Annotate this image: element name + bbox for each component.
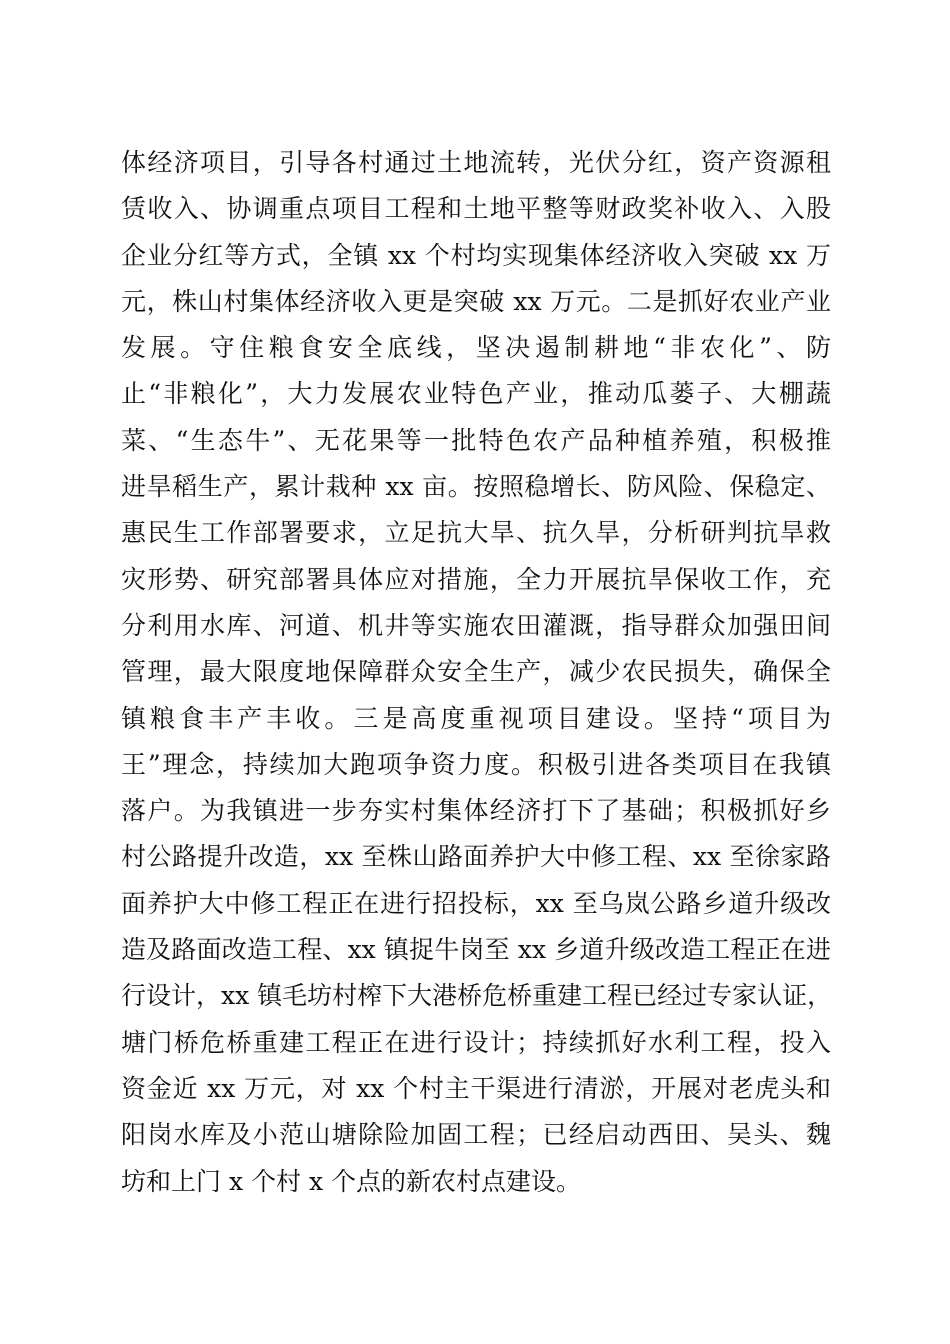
text-line: 惠民生工作部署要求，立足抗大旱、抗久旱，分析研判抗旱救: [121, 518, 831, 548]
text-line: 镇粮食丰产丰收。三是高度重视项目建设。坚持“项目为: [121, 703, 831, 733]
text-line: 赁收入、协调重点项目工程和土地平整等财政奖补收入、入股: [121, 194, 831, 224]
text-line: 造及路面改造工程、xx 镇捉牛岗至 xx 乡道升级改造工程正在进: [121, 935, 831, 965]
text-line: 元，株山村集体经济收入更是突破 xx 万元。二是抓好农业产业: [121, 286, 831, 316]
text-line: 企业分红等方式，全镇 xx 个村均实现集体经济收入突破 xx 万: [121, 240, 831, 270]
body-paragraph: [121, 140, 831, 1205]
text-line: 村公路提升改造，xx 至株山路面养护大中修工程、xx 至徐家路: [121, 842, 831, 872]
text-line: 体经济项目，引导各村通过土地流转，光伏分红，资产资源租: [121, 148, 831, 177]
text-line: 坊和上门 x 个村 x 个点的新农村点建设。: [121, 1166, 581, 1196]
text-line: 菜、“生态牛”、无花果等一批特色农产品种植养殖，积极推: [121, 425, 831, 455]
text-line: 分利用水库、河道、机井等实施农田灌溉，指导群众加强田间: [121, 610, 831, 640]
text-line: 王”理念，持续加大跑项争资力度。积极引进各类项目在我镇: [121, 749, 831, 779]
text-line: 灾形势、研究部署具体应对措施，全力开展抗旱保收工作，充: [121, 564, 831, 594]
text-line: 发展。守住粮食安全底线，坚决遏制耕地“非农化”、防: [121, 333, 831, 363]
text-line: 资金近 xx 万元，对 xx 个村主干渠进行清淤，开展对老虎头和: [121, 1073, 831, 1103]
text-line: 面养护大中修工程正在进行招投标，xx 至乌岚公路乡道升级改: [121, 888, 831, 918]
text-line: 落户。为我镇进一步夯实村集体经济打下了基础；积极抓好乡: [121, 796, 831, 826]
text-line: 行设计，xx 镇毛坊村榨下大港桥危桥重建工程已经过专家认证，: [121, 981, 833, 1011]
text-line: 进旱稻生产，累计栽种 xx 亩。按照稳增长、防风险、保稳定、: [121, 472, 831, 502]
text-line: 管理，最大限度地保障群众安全生产，减少农民损失，确保全: [121, 657, 831, 687]
text-line: 阳岗水库及小范山塘除险加固工程；已经启动西田、吴头、魏: [121, 1120, 831, 1150]
text-line: 塘门桥危桥重建工程正在进行设计；持续抓好水利工程，投入: [121, 1027, 831, 1057]
text-line: 止“非粮化”，大力发展农业特色产业，推动瓜蒌子、大棚蔬: [121, 379, 831, 409]
